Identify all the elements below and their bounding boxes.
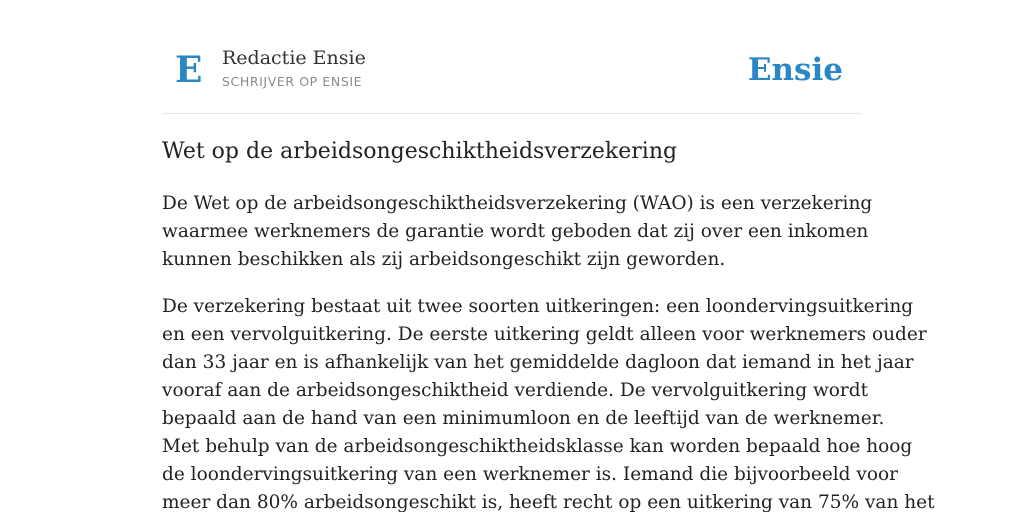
paragraph-line: de loondervingsuitkering van een werknemer is. Iemand die bijvoorbeeld voor (162, 464, 898, 485)
paragraph-line: dan 33 jaar en is afhankelijk van het gemiddelde dagloon dat iemand in het jaar (162, 352, 914, 373)
author-role: SCHRIJVER OP ENSIE (222, 74, 363, 89)
article-paragraph-1 (162, 190, 873, 274)
article-title: Wet op de arbeidsongeschiktheidsverzekering (162, 139, 678, 164)
paragraph-line: De Wet op de arbeidsongeschiktheidsverzekering (WAO) is een verzekering (162, 193, 873, 214)
paragraph-line: vooraf aan de arbeidsongeschiktheid verdiende. De vervolguitkering wordt (162, 380, 869, 401)
paragraph-line: en een vervolguitkering. De eerste uitkering geldt alleen voor werknemers ouder (162, 324, 927, 345)
paragraph-line: Met behulp van de arbeidsongeschiktheidsklasse kan worden bepaald hoe hoog (162, 436, 913, 457)
paragraph-line: kunnen beschikken als zij arbeidsongeschikt zijn geworden. (162, 249, 726, 270)
author-header (162, 0, 862, 114)
brand-logo[interactable]: Ensie (747, 52, 843, 88)
article-container (162, 0, 935, 512)
article-paragraph-2 (162, 293, 935, 512)
paragraph-line: waarmee werknemers de garantie wordt geboden dat zij over een inkomen (162, 221, 869, 242)
paragraph-line: De verzekering bestaat uit twee soorten uitkeringen: een loondervingsuitkering (162, 296, 914, 317)
author-name[interactable]: Redactie Ensie (222, 47, 366, 69)
author-avatar-logo[interactable]: E (175, 49, 203, 91)
paragraph-line: meer dan 80% arbeidsongeschikt is, heeft recht op een uitkering van 75% van het (162, 492, 935, 512)
paragraph-line: bepaald aan de hand van een minimumloon en de leeftijd van de werknemer. (162, 408, 885, 429)
